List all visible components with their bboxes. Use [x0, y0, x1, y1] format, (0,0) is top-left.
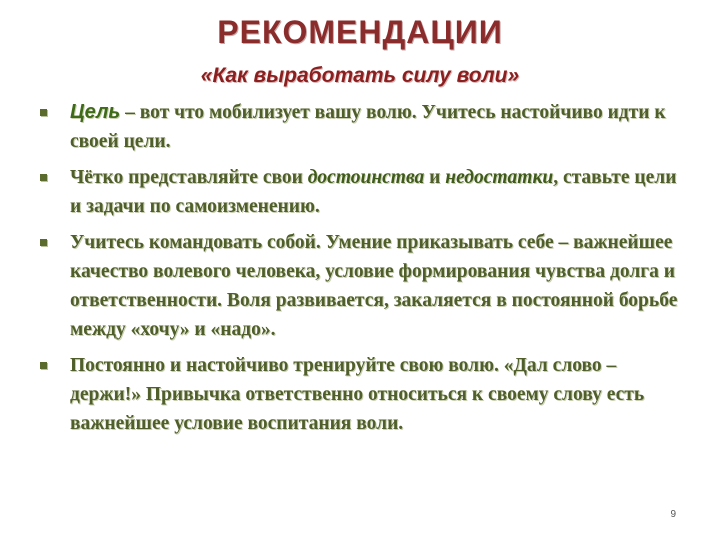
square-bullet-icon [40, 239, 47, 246]
bullet-text: , ставьте цели и задачи по самоизменению. [70, 167, 677, 217]
bullet-text: – вот что мобилизует вашу волю. Учитесь настойчиво идти к своей цели. [70, 102, 666, 152]
bullet-text: и [424, 167, 446, 188]
square-bullet-icon [40, 109, 47, 116]
list-item [38, 228, 688, 344]
recommendations-list [38, 98, 688, 445]
bullet-lead-word: Цель [70, 101, 121, 123]
square-bullet-icon [40, 174, 47, 181]
bullet-text: Постоянно и настойчиво тренируйте свою волю. «Дал слово – держи!» Привычка ответственно относиться к своему слову есть важнейшее условие воспитания воли. [70, 355, 645, 434]
bullet-emphasis: достоинства [307, 167, 425, 188]
square-bullet-icon [40, 362, 47, 369]
bullet-emphasis: недостатки [445, 167, 554, 188]
page-number: 9 [670, 509, 676, 520]
slide-subtitle: «Как выработать силу воли» [200, 64, 520, 87]
list-item [38, 98, 688, 156]
list-item [38, 351, 688, 438]
bullet-text: Чётко представляйте свои [70, 167, 308, 188]
slide-title: РЕКОМЕНДАЦИИ [217, 14, 503, 50]
bullet-text: Учитесь командовать собой. Умение приказывать себе – важнейшее качество волевого человека, условие формирования чувства долга и ответственности. Воля развивается, закаляется в постоянной борьбе между «хочу» и «надо». [70, 232, 678, 340]
list-item [38, 163, 688, 221]
